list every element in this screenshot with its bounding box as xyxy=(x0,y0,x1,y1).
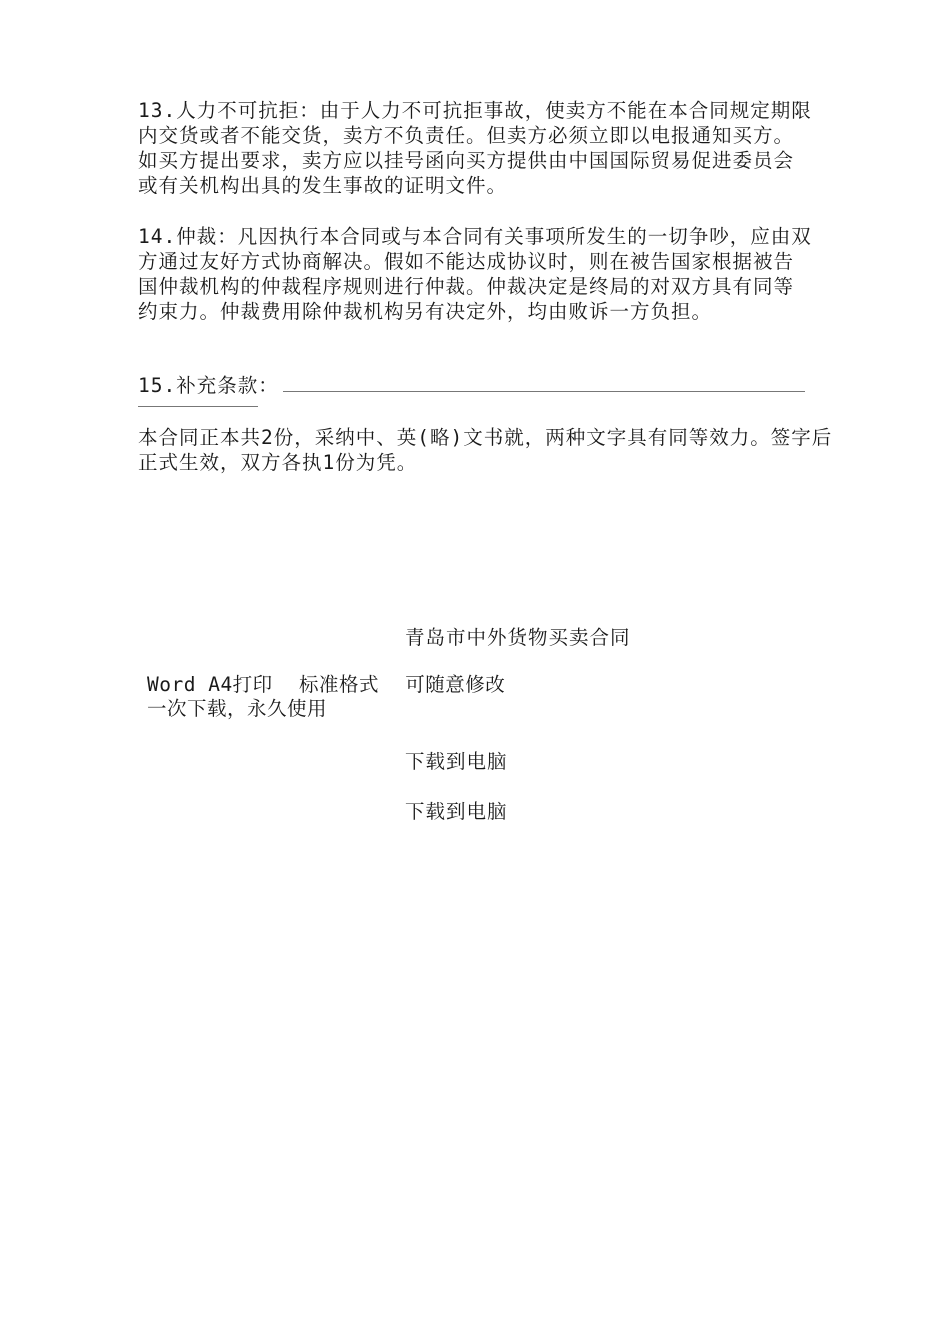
fill-in-blank-line-continued xyxy=(138,406,258,407)
promo-line-2: 一次下载，永久使用 xyxy=(147,697,328,720)
promo-item-format: 标准格式 xyxy=(298,673,379,696)
final-clause: 本合同正本共2份，采纳中、英(略)文书就，两种文字具有同等效力。签字后正式生效，双方各执1份为凭。 xyxy=(138,426,833,474)
clause-14: 14.仲裁：凡因执行本合同或与本合同有关事项所发生的一切争吵，应由双方通过友好方式协商解决。假如不能达成协议时，则在被告国家根据被告国仲裁机构的仲裁程序规则进行仲裁。仲裁决定是终局的对双方具有同等约束力。仲裁费用除仲裁机构另有决定外，均由败诉一方负担。 xyxy=(138,225,812,323)
clause-15 xyxy=(138,373,814,398)
promo-block xyxy=(147,673,505,721)
document-title: 青岛市中外货物买卖合同 xyxy=(405,626,631,649)
promo-item-print: Word A4打印 xyxy=(147,673,273,696)
download-link-secondary[interactable]: 下载到电脑 xyxy=(405,800,508,823)
download-link[interactable]: 下载到电脑 xyxy=(405,750,508,773)
promo-line-1 xyxy=(147,673,505,697)
fill-in-blank-line xyxy=(283,373,805,392)
clause-13: 13.人力不可抗拒：由于人力不可抗拒事故，使卖方不能在本合同规定期限内交货或者不能交货，卖方不负责任。但卖方必须立即以电报通知买方。如买方提出要求，卖方应以挂号函向买方提供由中国国际贸易促进委员会或有关机构出具的发生事故的证明文件。 xyxy=(138,99,812,197)
promo-item-editable: 可随意修改 xyxy=(405,673,506,696)
clause-15-label: 15.补充条款： xyxy=(138,374,279,397)
